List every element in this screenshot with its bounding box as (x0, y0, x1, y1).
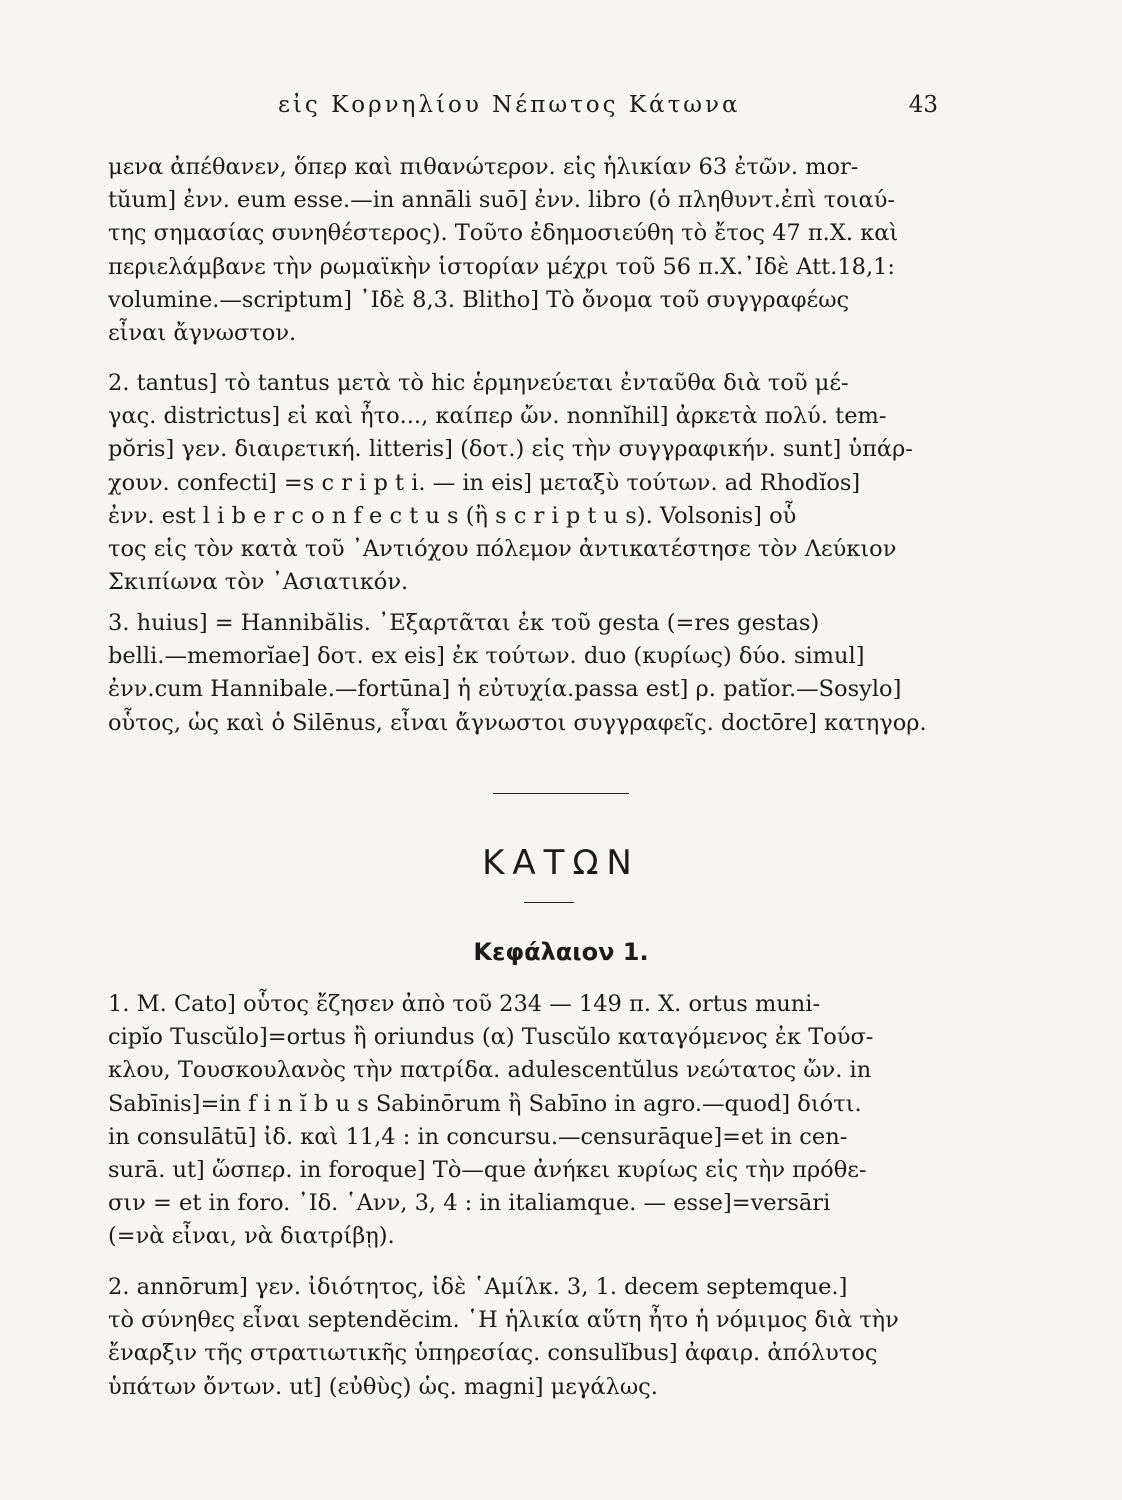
text-line: της σημασίας συνηθέστερος). Τοῦτο ἐδημοσιεύθη τὸ ἔτος 47 π.Χ. καὶ (108, 220, 899, 247)
text-line: εἶναι ἄγνωστον. (108, 320, 297, 347)
text-line: περιελάμβανε τὴν ρωμαϊκὴν ἱστορίαν μέχρι τοῦ 56 π.Χ.᾽Ιδὲ Att.18,1: (108, 253, 896, 280)
running-title: εἰς Κορνηλίου Νέπωτος Κάτωνα (278, 92, 741, 118)
text-line: tŭum] ἐνν. eum esse.—in annāli suō] ἐνν. libro (ὁ πληθυντ.ἐπὶ τοιαύ- (108, 187, 896, 214)
text-line: surā. ut] ὥσπερ. in foroque] Τὸ—que ἀνήκει κυρίως εἰς τὴν πρόθε- (108, 1157, 867, 1184)
paragraph-3 (108, 607, 974, 740)
text-line: ἐνν.cum Hannibale.—fortūna] ἡ εὐτυχία.passa est] ρ. patĭor.—Sosylo] (108, 676, 902, 703)
text-line: belli.—memorĭae] δοτ. ex eis] ἐκ τούτων. duo (κυρίως) δύο. simul] (108, 643, 865, 670)
text-line: τὸ σύνηθες εἶναι septendĕcim. ῾Η ἡλικία αὕτη ἦτο ἡ νόμιμος διὰ τὴν (108, 1307, 899, 1334)
title-underline (524, 902, 574, 903)
text-line: μενα ἀπέθανεν, ὅπερ καὶ πιθανώτερον. εἰς ἡλικίαν 63 ἐτῶν. mor- (108, 154, 859, 180)
text-line: χουν. confecti] =s c r i p t i. — in eis] μεταξὺ τούτων. ad Rhodĭos] (108, 469, 861, 496)
paragraph-2 (108, 367, 974, 599)
text-line: κλου, Τουσκουλανὸς τὴν πατρίδα. adulescentŭlus νεώτατος ὤν. in (108, 1057, 872, 1084)
text-line: pŏris] γεν. διαιρετική. litteris] (δοτ.) εἰς τὴν συγγραφικήν. sunt] ὑπάρ- (108, 436, 913, 463)
text-line: σιν = et in foro. ᾽Ιδ. ῾Ανν, 3, 4 : in italiamque. — esse]=versāri (108, 1190, 831, 1217)
text-line: 3. huius] = Hannibălis. ᾽Εξαρτᾶται ἐκ τοῦ gesta (=res gestas) (108, 610, 820, 636)
text-line: ἔναρξιν τῆς στρατιωτικῆς ὑπηρεσίας. consulĭbus] ἀφαιρ. ἀπόλυτος (108, 1340, 878, 1367)
text-line: τος εἰς τὸν κατὰ τοῦ ᾽Αντιόχου πόλεμον ἀντικατέστησε τὸν Λεύκιον (108, 536, 897, 563)
chapter-heading: Κεφάλαιον 1. (473, 938, 649, 966)
text-line: 2. annōrum] γεν. ἰδιότητος, ἰδὲ ῾Αμίλκ. 3, 1. decem septemque.] (108, 1274, 848, 1300)
text-line: 2. tantus] τὸ tantus μετὰ τὸ hic ἑρμηνεύεται ἐνταῦθα διὰ τοῦ μέ- (108, 370, 849, 396)
text-line: οὗτος, ὡς καὶ ὁ Silēnus, εἶναι ἄγνωστοι συγγραφεῖς. doctōre] κατηγορ. (108, 709, 927, 736)
paragraph-4 (108, 988, 974, 1254)
text-line: Σκιπίωνα τὸν ᾽Ασιατικόν. (108, 569, 409, 596)
section-title: ΚΑΤΩΝ (482, 843, 640, 883)
section-divider (493, 793, 629, 794)
text-line: ἐνν. est l i b e r c o n f e c t u s (ἢ s c r i p t u s). Volsonis] οὗ (108, 502, 797, 529)
text-line: ὑπάτων ὄντων. ut] (εὐθὺς) ὡς. magni] μεγάλως. (108, 1373, 658, 1400)
text-line: 1. M. Cato] οὗτος ἔζησεν ἀπὸ τοῦ 234 — 149 π. Χ. ortus muni- (108, 991, 821, 1017)
paragraph-5 (108, 1271, 974, 1404)
page-number: 43 (908, 92, 938, 118)
text-line: in consulātū] ἰδ. καὶ 11,4 : in concursu.—censurāque]=et in cen- (108, 1123, 848, 1150)
text-line: γας. districtus] εἰ καὶ ἦτο..., καίπερ ὤν. nonnĭhil] ἀρκετὰ πολύ. tem- (108, 403, 887, 430)
text-line: Sabīnis]=in f i n ĭ b u s Sabinōrum ἢ Sabīno in agro.—quod] διότι. (108, 1090, 862, 1117)
text-line: (=νὰ εἶναι, νὰ διατρίβῃ). (108, 1223, 395, 1250)
running-header (278, 92, 958, 118)
text-line: volumine.—scriptum] ᾽Ιδὲ 8,3. Blitho] Τὸ ὄνομα τοῦ συγγραφέως (108, 286, 850, 313)
text-line: cipĭo Tuscŭlo]=ortus ἢ oriundus (α) Tuscŭlo καταγόμενος ἐκ Τούσ- (108, 1024, 874, 1051)
paragraph-1 (108, 151, 974, 350)
